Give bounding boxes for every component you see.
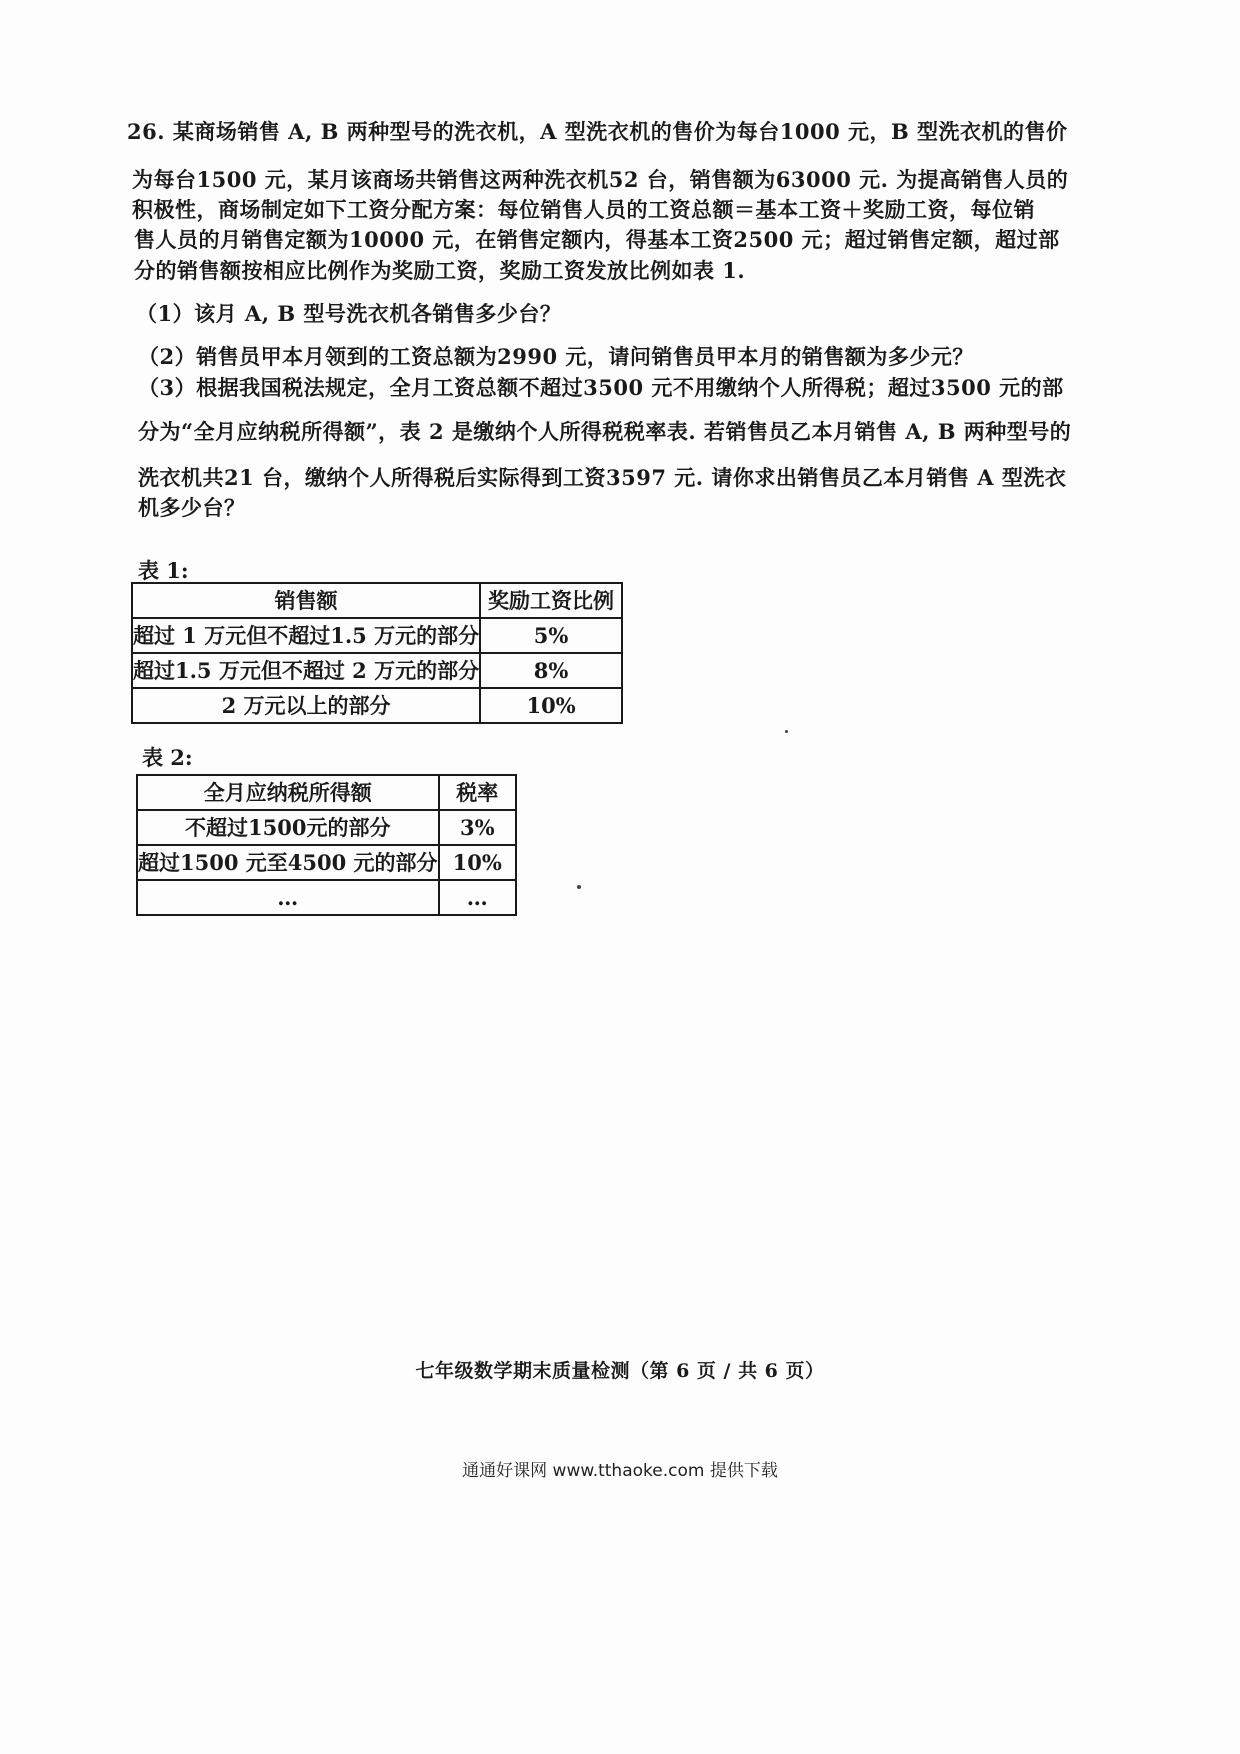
scan-speck [577, 885, 581, 889]
table-cell: 3% [439, 810, 516, 845]
table-row [137, 845, 516, 880]
table-header-cell: 全月应纳税所得额 [137, 775, 439, 810]
sub-question-2: （2）销售员甲本月领到的工资总额为2990 元，请问销售员甲本月的销售额为多少元？ [138, 344, 974, 369]
table-cell: … [137, 880, 439, 915]
question-line: 洗衣机共21 台，缴纳个人所得税后实际得到工资3597 元. 请你求出销售员乙本月销售 A 型洗衣 [138, 465, 1067, 490]
question-line: 售人员的月销售定额为10000 元，在销售定额内，得基本工资2500 元；超过销售定额，超过部 [134, 227, 1060, 252]
table-row [132, 688, 622, 723]
question-line: 机多少台？ [138, 495, 246, 520]
question-line: 为每台1500 元，某月该商场共销售这两种洗衣机52 台，销售额为63000 元. 为提高销售人员的 [132, 167, 1069, 192]
scan-speck [785, 730, 788, 733]
table-cell: 10% [439, 845, 516, 880]
table-header-row [132, 583, 622, 618]
table-cell: 超过1.5 万元但不超过 2 万元的部分 [132, 653, 480, 688]
tax-rate-table [136, 774, 517, 916]
table-cell: 10% [480, 688, 622, 723]
table-header-cell: 税率 [439, 775, 516, 810]
question-line: 积极性，商场制定如下工资分配方案：每位销售人员的工资总额＝基本工资＋奖励工资，每位销 [132, 197, 1035, 222]
sub-question-1: （1）该月 A, B 型号洗衣机各销售多少台？ [136, 301, 562, 326]
table2-caption: 表 2: [142, 745, 193, 770]
sub-question-3: （3）根据我国税法规定，全月工资总额不超过3500 元不用缴纳个人所得税；超过3500 元的部 [138, 375, 1064, 400]
question-line: 分的销售额按相应比例作为奖励工资，奖励工资发放比例如表 1. [134, 258, 746, 283]
table-cell: 5% [480, 618, 622, 653]
table-cell: 8% [480, 653, 622, 688]
question-line: 分为“全月应纳税所得额”，表 2 是缴纳个人所得税税率表. 若销售员乙本月销售 A, B 两种型号的 [138, 419, 1072, 444]
table-header-cell: 奖励工资比例 [480, 583, 622, 618]
table-header-cell: 销售额 [132, 583, 480, 618]
question-line: 26. 某商场销售 A, B 两种型号的洗衣机，A 型洗衣机的售价为每台1000 元，B 型洗衣机的售价 [127, 119, 1068, 144]
table-cell: 2 万元以上的部分 [132, 688, 480, 723]
table-row [137, 810, 516, 845]
table-cell: 超过1500 元至4500 元的部分 [137, 845, 439, 880]
reward-ratio-table [131, 582, 623, 724]
table-row [137, 880, 516, 915]
table-cell: 超过 1 万元但不超过1.5 万元的部分 [132, 618, 480, 653]
table-cell: … [439, 880, 516, 915]
download-watermark: 通通好课网 www.tthaoke.com 提供下载 [462, 1461, 778, 1481]
table-header-row [137, 775, 516, 810]
page-footer: 七年级数学期末质量检测（第 6 页 / 共 6 页） [415, 1360, 825, 1382]
table-cell: 不超过1500元的部分 [137, 810, 439, 845]
table-row [132, 618, 622, 653]
table1-caption: 表 1: [138, 558, 189, 583]
table-row [132, 653, 622, 688]
